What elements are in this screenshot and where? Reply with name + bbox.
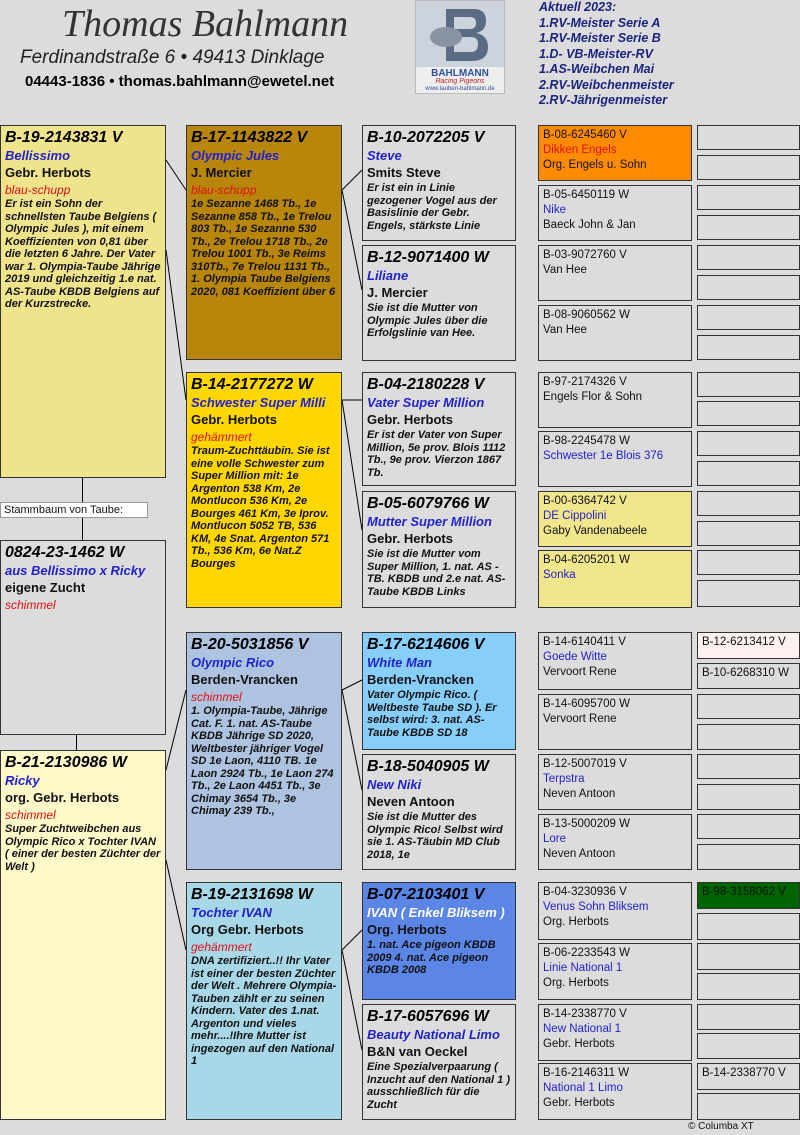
sire-card[interactable] [0,125,166,478]
gen4-card[interactable] [538,491,692,547]
gen4-card[interactable] [538,372,692,428]
breeder: Gebr. Herbots [543,1097,615,1109]
pigeon-notes: 1. nat. Ace pigeon KBDB 2009 4. nat. Ace pigeon KBDB 2008 [367,939,496,976]
gen5-cell[interactable] [697,694,800,719]
pigeon-color: gehämmert [191,940,252,954]
ring-number: B-17-1143822 V [191,129,308,146]
gen5-cell[interactable] [697,245,800,270]
gen5-cell[interactable] [697,550,800,575]
pigeon-color: gehämmert [191,430,252,444]
pigeon-name: Steve [367,148,402,163]
ring-number: B-00-6364742 V [543,495,627,507]
ring-number: B-14-2338770 V [543,1008,627,1020]
gen4-card[interactable] [538,550,692,608]
pigeon-notes: Traum-Zuchttäubin. Sie ist eine volle Schwester zum Super Million mit: 1e Argenton 538 Km, 2e Montlucon 536 Km, 2e Bourges 461 Km, 3e Iprov. Montlucon 5052 TB, 536 KM, 4e Snat. Argenton 571 Tb., 536 Km, 6e Nat.Z Bourges [191,445,330,570]
achievements-title: Aktuell 2023: [539,0,617,14]
breeder: Org. Herbots [543,977,609,989]
pigeon-name: Venus Sohn Bliksem [543,901,649,913]
pigeon-color: blau-schupp [5,183,71,197]
dam-card[interactable] [0,750,166,1120]
gen4-card[interactable] [538,632,692,690]
gen5-cell[interactable] [697,754,800,779]
achievement-item: 2.RV-Weibchenmeister [539,77,674,92]
achievement-item: 1.AS-Weibchen Mai [539,62,655,76]
ring-number: B-05-6450119 W [543,189,630,201]
gen3-card[interactable] [362,754,516,870]
breeder: B&N van Oeckel [367,1044,468,1059]
gen4-card[interactable] [538,125,692,181]
achievement-item: 1.D- VB-Meister-RV [539,46,653,61]
ring-number: B-18-5040905 W [367,758,489,775]
subject-card[interactable] [0,540,166,735]
pigeon-name: Lore [543,833,567,845]
breeder: Vervoort Rene [543,713,617,725]
gen5-cell[interactable] [697,155,800,180]
breeder: Org. Herbots [543,916,609,928]
ring-number: B-12-6213412 V [702,636,786,648]
ring-number: B-20-5031856 V [191,636,309,653]
pigeon-notes: Super Zuchtweibchen aus Olympic Rico x Tochter IVAN ( einer der besten Züchter der Welt ) [5,823,161,873]
gen5-cell[interactable] [697,580,800,607]
ring-number: B-10-6268310 W [702,667,789,679]
pigeon-notes: 1. Olympia-Taube, Jährige Cat. F. 1. nat. AS-Taube KBDB Jährige SD 2020, Weltbester jähriger Vogel SD 1e Laon, 4110 TB. 1e Laon 2924 Tb., 1e Laon 274 Tb., 2e Laon 4451 Tb., 3e Chimay 3654 Tb., 3e Chimay 239 Tb., [191,705,334,817]
ring-number: B-07-2103401 V [367,886,485,903]
pigeon-name: White Man [367,655,432,670]
gen5-cell[interactable] [697,632,800,659]
gen5-cell[interactable] [697,305,800,330]
pigeon-name: Beauty National Limo [367,1027,500,1042]
gen5-cell[interactable] [697,521,800,546]
gen5-cell[interactable] [697,973,800,1000]
breeder: Van Hee [543,264,587,276]
breeder: J. Mercier [367,285,428,300]
pigeon-name: Mutter Super Million [367,514,492,529]
ring-number: B-16-2146311 W [543,1067,630,1079]
logo-sub: Racing Pigeons [435,78,485,85]
breeder: Neven Antoon [543,848,616,860]
pigeon-logo-icon [416,1,504,67]
gen5-cell[interactable] [697,1033,800,1059]
ring-number: B-08-9060562 W [543,309,630,321]
gen2-card[interactable] [186,632,342,870]
gen5-cell[interactable] [697,335,800,360]
gen5-cell[interactable] [697,882,800,909]
header-address: Ferdinandstraße 6 • 49413 Dinklage [20,47,325,68]
breeder: eigene Zucht [5,580,86,595]
ring-number: 0824-23-1462 W [5,544,125,561]
pigeon-name: New Niki [367,777,422,792]
logo-text: BAHLMANN [431,68,489,79]
breeder: Neven Antoon [367,794,455,809]
gen3-card[interactable] [362,882,516,1000]
gen5-cell[interactable] [697,1093,800,1120]
breeder: Baeck John & Jan [543,219,636,231]
gen3-card[interactable] [362,245,516,361]
ring-number: B-04-6205201 W [543,554,630,566]
gen5-cell[interactable] [697,784,800,810]
gen4-card[interactable] [538,882,692,940]
gen3-card[interactable] [362,491,516,608]
pigeon-color: schimmel [5,808,56,822]
ring-number: B-17-6214606 V [367,636,485,653]
gen5-cell[interactable] [697,1063,800,1090]
pigeon-name: DE Cippolini [543,510,607,522]
breeder: Smits Steve [367,165,441,180]
pigeon-name: Linie National 1 [543,962,623,974]
ring-number: B-14-6140411 V [543,636,626,648]
connector-line [76,735,77,750]
pigeon-name: National 1 Limo [543,1082,623,1094]
gen5-cell[interactable] [697,185,800,210]
breeder: Org Gebr. Herbots [191,922,304,937]
breeder: Gebr. Herbots [367,412,453,427]
ring-number: B-14-6095700 W [543,698,630,710]
gen5-cell[interactable] [697,275,800,300]
gen4-card[interactable] [538,431,692,487]
pigeon-name: New National 1 [543,1023,621,1035]
breeder: J. Mercier [191,165,252,180]
gen5-cell[interactable] [697,431,800,456]
logo-url: www.tauben-bahlmann.de [425,86,495,92]
breeder: Gebr. Herbots [5,165,91,180]
breeder: Neven Antoon [543,788,616,800]
pigeon-name: Vater Super Million [367,395,485,410]
header-name: Thomas Bahlmann [62,3,349,45]
pigeon-name: Terpstra [543,773,585,785]
pigeon-name: Schwester Super Milli [191,395,326,410]
achievements [539,0,674,109]
ring-number: B-04-2180228 V [367,376,485,393]
footer-copyright: © Columba XT [688,1121,754,1132]
breeder: Vervoort Rene [543,666,617,678]
gen3-card[interactable] [362,1004,516,1120]
ring-number: B-03-9072760 V [543,249,627,261]
pigeon-notes: Er ist ein in Linie gezogener Vogel aus der Basislinie der Gebr. Engels, stärkste Linie [367,182,497,232]
pigeon-name: Bellissimo [5,148,71,163]
ring-number: B-19-2143831 V [5,129,123,146]
ring-number: B-08-6245460 V [543,129,627,141]
gen5-cell[interactable] [697,372,800,397]
pigeon-name: aus Bellissimo x Ricky [5,563,146,578]
gen4-card[interactable] [538,305,692,361]
gen5-cell[interactable] [697,125,800,150]
ring-number: B-10-2072205 V [367,129,485,146]
pigeon-notes: Vater Olympic Rico. ( Weltbeste Taube SD ). Er selbst wird: 3. nat. AS-Taube KBDB SD 18 [367,689,497,739]
ring-number: B-19-2131698 W [191,886,313,903]
ring-number: B-05-6079766 W [367,495,489,512]
gen2-card[interactable] [186,882,342,1120]
pigeon-notes: Er ist ein Sohn der schnellsten Taube Belgiens ( Olympic Jules ), mit einem Koeffizienten von 0,81 über die letzten 6 Jahre. Der Vater war 1. Olympia-Taube Jährige 2019 und gleichzeitig 1.e nat. AS-Taube KBDB Belgiens auf der Kurzstrecke. [5,198,161,310]
pigeon-color: blau-schupp [191,183,257,197]
ring-number: B-04-3230936 V [543,886,627,898]
ring-number: B-12-9071400 W [367,249,489,266]
gen5-cell[interactable] [697,401,800,426]
pigeon-name: Olympic Jules [191,148,280,163]
pigeon-notes: 1e Sezanne 1468 Tb., 1e Sezanne 858 Tb., 1e Trelou 803 Tb., 1e Sezanne 530 Tb., 2e Trelou 1718 Tb., 2e Trelou 1001 Tb., 3e Reims 310Tb., 7e Trelou 1131 Tb., 1. Olympia Taube Belgiens 2020, 081 Koeffizient über 6 [191,198,336,298]
gen5-cell[interactable] [697,491,800,516]
header-contact: 04443-1836 • thomas.bahlmann@ewetel.net [25,73,335,90]
ring-number: B-98-2245478 W [543,435,630,447]
gen5-cell[interactable] [697,844,800,870]
pedigree-caption: Stammbaum von Taube: [0,502,148,518]
pigeon-name: Ricky [5,773,40,788]
ring-number: B-17-6057696 W [367,1008,489,1025]
gen5-cell[interactable] [697,913,800,940]
breeder: Engels Flor & Sohn [543,391,643,403]
breeder: Berden-Vrancken [367,672,474,687]
breeder: Gebr. Herbots [367,531,453,546]
gen5-cell[interactable] [697,215,800,240]
pigeon-notes: Sie ist die Mutter des Olympic Rico! Selbst wird sie 1. AS-Täubin MD Club 2018, 1e [367,811,503,861]
achievement-item: 1.RV-Meister Serie B [539,31,661,45]
pigeon-color: schimmel [191,690,242,704]
pigeon-name: Liliane [367,268,409,283]
ring-number: B-06-2233543 W [543,947,630,959]
ring-number: B-14-2177272 W [191,376,313,393]
breeder: org. Gebr. Herbots [5,790,120,805]
gen5-cell[interactable] [697,943,800,970]
ring-number: B-12-5007019 V [543,758,627,770]
ring-number: B-97-2174326 V [543,376,627,388]
gen4-card[interactable] [538,1004,692,1061]
breeder: Gebr. Herbots [191,412,277,427]
gen4-card[interactable] [538,245,692,301]
pigeon-notes: Er ist der Vater von Super Million, 5e prov. Blois 1112 Tb., 9e prov. Vierzon 1867 Tb. [367,429,506,479]
ring-number: B-14-2338770 V [702,1067,786,1079]
ring-number: B-13-5000209 W [543,818,630,830]
breeder: Berden-Vrancken [191,672,298,687]
gen5-cell[interactable] [697,663,800,689]
breeder: Org. Herbots [367,922,447,937]
connector-line [82,518,83,540]
pigeon-name: Olympic Rico [191,655,275,670]
achievement-item: 1.RV-Meister Serie A [539,15,661,30]
gen4-card[interactable] [538,754,692,810]
pigeon-name: Schwester 1e Blois 376 [543,450,664,462]
gen3-card[interactable] [362,372,516,486]
gen3-card[interactable] [362,632,516,750]
gen4-card[interactable] [538,694,692,750]
gen5-cell[interactable] [697,461,800,486]
gen4-card[interactable] [538,1063,692,1120]
pigeon-name: IVAN ( Enkel Bliksem ) [367,905,505,920]
breeder: Org. Engels u. Sohn [543,159,647,171]
gen4-card[interactable] [538,814,692,870]
breeder: Gaby Vandenabeele [543,525,648,537]
gen5-cell[interactable] [697,1004,800,1030]
connector-line [82,478,83,502]
pigeon-name: Sonka [543,569,576,581]
breeder: Van Hee [543,324,587,336]
gen5-cell[interactable] [697,724,800,750]
pigeon-color: schimmel [5,598,56,612]
logo [415,0,505,94]
gen2-card[interactable] [186,125,342,360]
pigeon-name: Tochter IVAN [191,905,272,920]
pigeon-notes: Sie ist die Mutter von Olympic Jules über die Erfolgslinie van Hee. [367,302,488,339]
pigeon-name: Nike [543,204,567,216]
gen2-card[interactable] [186,372,342,608]
pigeon-notes: DNA zertifiziert..!! Ihr Vater ist einer der besten Züchter der Welt . Mehrere Olympia-Tauben zählt er zu seinen Kindern. Vater des 1.nat. Argenton und vieles mehr....!Ihre Mutter ist ingezogen auf den National 1 [191,955,337,1067]
gen4-card[interactable] [538,185,692,241]
ring-number: B-98-3158062 V [702,886,786,898]
breeder: Gebr. Herbots [543,1038,615,1050]
gen4-card[interactable] [538,943,692,1000]
pigeon-notes: Eine Spezialverpaarung ( Inzucht auf den National 1 ) ausschließlich für die Zucht [367,1061,511,1111]
gen5-cell[interactable] [697,814,800,839]
pigeon-name: Dikken Engels [543,144,617,156]
pigeon-name: Goede Witte [543,651,607,663]
achievement-item: 2.RV-Jährigenmeister [539,93,668,107]
gen3-card[interactable] [362,125,516,241]
pigeon-notes: Sie ist die Mutter vom Super Million, 1. nat. AS -TB. KBDB und 2.e nat. AS-Taube KBDB Links [367,548,506,598]
ring-number: B-21-2130986 W [5,754,127,771]
